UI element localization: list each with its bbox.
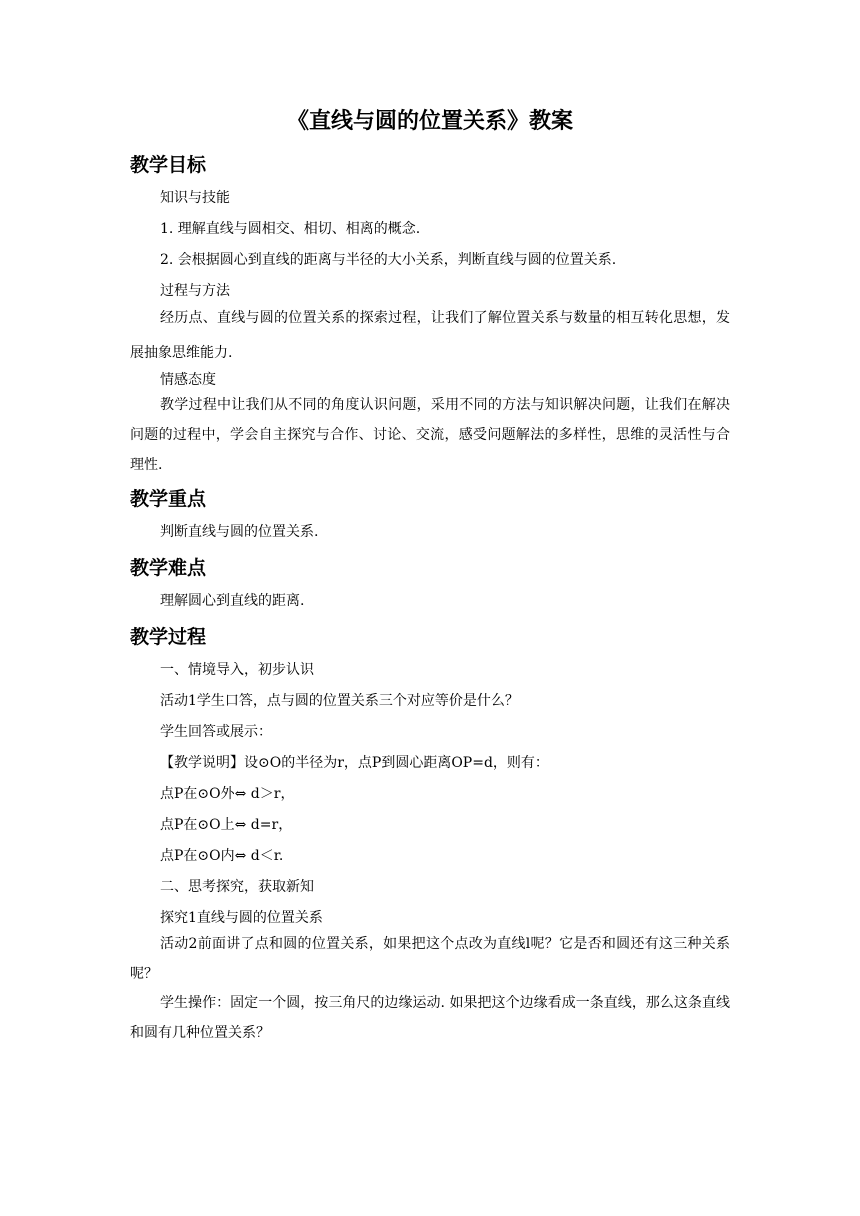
student-operation: 学生操作：固定一个圆，按三角尺的边缘运动. 如果把这个边缘看成一条直线，那么这条直线和圆有几种位置关系？ bbox=[130, 995, 730, 1041]
paragraph-process-method: 经历点、直线与圆的位置关系的探索过程，让我们了解位置关系与数量的相互转化思想，发展抽象思维能力. bbox=[130, 310, 730, 361]
process-step-1: 一、情境导入，初步认识 bbox=[160, 662, 314, 678]
condition-on: 点P在⊙O上⇔ d=r， bbox=[160, 817, 293, 833]
document-title: 《直线与圆的位置关系》教案 bbox=[286, 109, 573, 134]
heading-teaching-goals: 教学目标 bbox=[130, 154, 207, 176]
condition-inside: 点P在⊙O内⇔ d＜r. bbox=[160, 848, 284, 864]
goal-item-1: 1. 理解直线与圆相交、相切、相离的概念. bbox=[160, 221, 421, 237]
heading-teaching-process: 教学过程 bbox=[130, 626, 207, 648]
heading-difficult-points: 教学难点 bbox=[130, 557, 207, 579]
activity-1: 活动1学生口答，点与圆的位置关系三个对应等价是什么？ bbox=[160, 693, 519, 709]
student-answer: 学生回答或展示： bbox=[160, 724, 272, 740]
teaching-note: 【教学说明】设⊙O的半径为r，点P到圆心距离OP=d，则有： bbox=[160, 755, 549, 771]
heading-key-points: 教学重点 bbox=[130, 488, 207, 510]
goal-item-2: 2. 会根据圆心到直线的距离与半径的大小关系，判断直线与圆的位置关系. bbox=[160, 252, 617, 268]
paragraph-key-points: 判断直线与圆的位置关系. bbox=[160, 524, 319, 540]
condition-outside: 点P在⊙O外⇔ d＞r， bbox=[160, 786, 295, 802]
label-process-method: 过程与方法 bbox=[160, 283, 230, 299]
label-attitude: 情感态度 bbox=[160, 372, 216, 388]
paragraph-attitude: 教学过程中让我们从不同的角度认识问题，采用不同的方法与知识解决问题，让我们在解决问题的过程中，学会自主探究与合作、讨论、交流，感受问题解法的多样性，思维的灵活性与合理性. bbox=[130, 397, 730, 473]
label-knowledge-skills: 知识与技能 bbox=[160, 190, 230, 206]
explore-1: 探究1直线与圆的位置关系 bbox=[160, 910, 323, 926]
process-step-2: 二、思考探究，获取新知 bbox=[160, 879, 314, 895]
activity-2: 活动2前面讲了点和圆的位置关系，如果把这个点改为直线l呢？它是否和圆还有这三种关系呢？ bbox=[130, 936, 730, 982]
paragraph-difficult-points: 理解圆心到直线的距离. bbox=[160, 593, 305, 609]
